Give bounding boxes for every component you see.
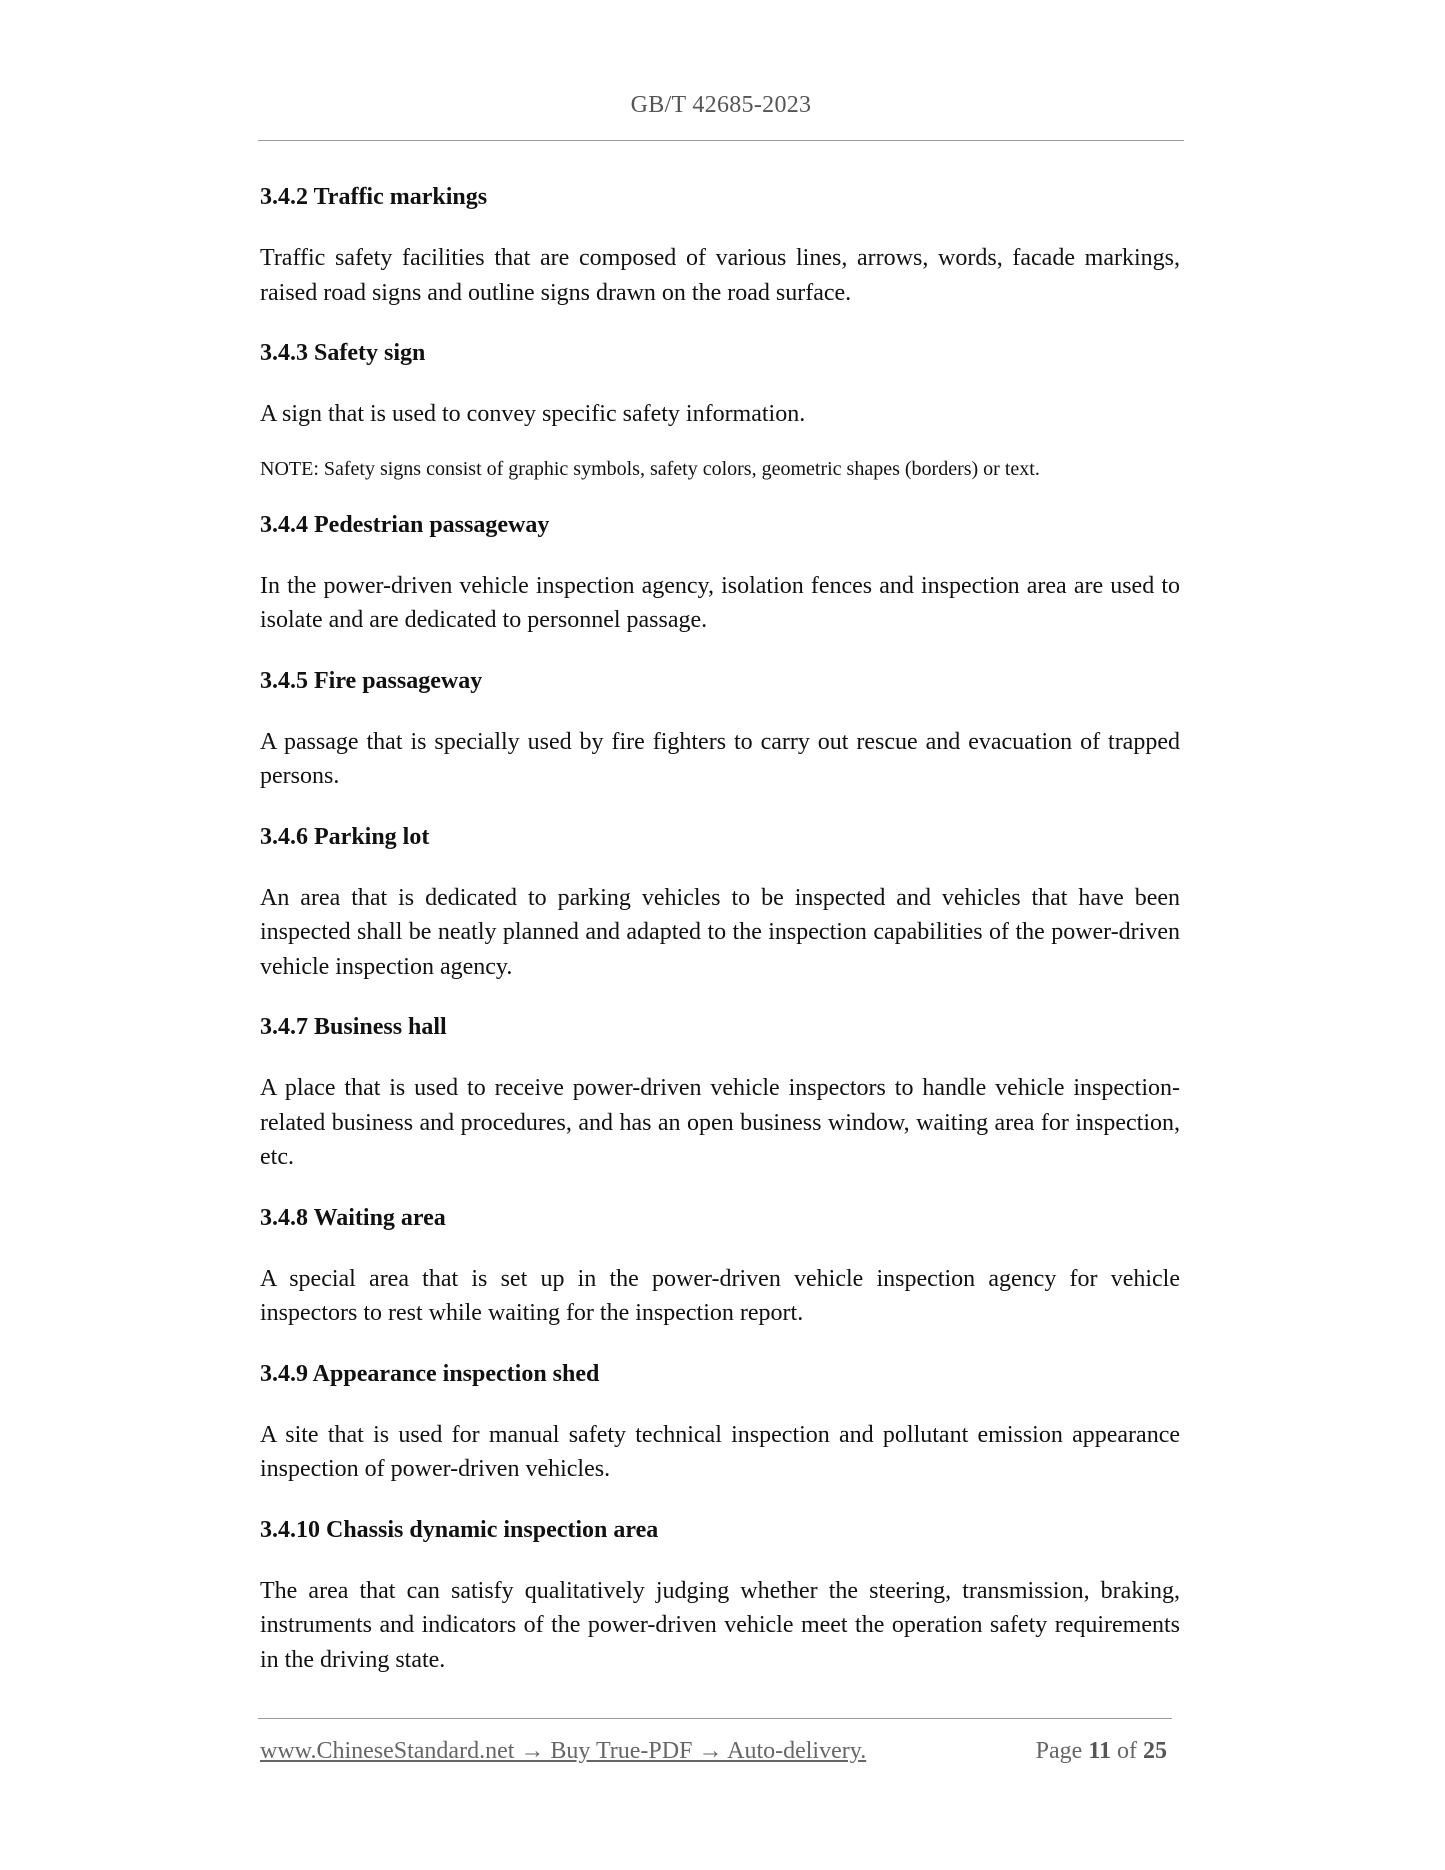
section-heading: 3.4.9 Appearance inspection shed — [260, 1360, 600, 1387]
section-text: Traffic safety facilities that are composed of various lines, arrows, words, facade markings, raised road signs and outline signs drawn on the road surface. — [260, 245, 1180, 306]
footer-divider — [258, 1718, 1172, 1719]
document-body — [260, 180, 1180, 1703]
section-3-4-9 — [260, 1357, 1180, 1487]
page-current: 11 — [1088, 1738, 1111, 1764]
document-id-header: GB/T 42685-2023 — [630, 92, 812, 118]
section-text: A passage that is specially used by fire fighters to carry out rescue and evacuation of trapped persons. — [260, 728, 1180, 789]
section-3-4-7 — [260, 1010, 1180, 1175]
section-heading: 3.4.5 Fire passageway — [260, 667, 483, 694]
section-3-4-6 — [260, 820, 1180, 985]
section-note: NOTE: Safety signs consist of graphic symbols, safety colors, geometric shapes (borders) or text. — [260, 457, 1040, 480]
section-3-4-3 — [260, 336, 1180, 484]
section-3-4-5 — [260, 664, 1180, 794]
section-heading: 3.4.4 Pedestrian passageway — [260, 511, 550, 538]
page-total: 25 — [1143, 1738, 1167, 1764]
section-heading: 3.4.10 Chassis dynamic inspection area — [260, 1516, 659, 1543]
section-3-4-4 — [260, 508, 1180, 638]
section-text: A site that is used for manual safety technical inspection and pollutant emission appearance inspection of power-driven vehicles. — [260, 1421, 1180, 1482]
section-text: A special area that is set up in the power-driven vehicle inspection agency for vehicle inspectors to rest while waiting for the inspection report. — [260, 1265, 1180, 1326]
section-heading: 3.4.6 Parking lot — [260, 823, 430, 850]
section-text: In the power-driven vehicle inspection agency, isolation fences and inspection area are used to isolate and are dedicated to personnel passage. — [260, 572, 1180, 633]
section-3-4-2 — [260, 180, 1180, 310]
section-heading: 3.4.3 Safety sign — [260, 340, 426, 366]
section-3-4-10 — [260, 1513, 1180, 1678]
buy-pdf-link[interactable]: www.ChineseStandard.net → Buy True-PDF → Auto-delivery. — [260, 1738, 867, 1764]
section-text: A sign that is used to convey specific safety information. — [260, 401, 806, 427]
section-text: The area that can satisfy qualitatively judging whether the steering, transmission, braking, instruments and indicators of the power-driven vehicle meet the operation safety requirements in the driving state. — [260, 1577, 1180, 1673]
page-label: Page — [1035, 1738, 1083, 1764]
section-text: An area that is dedicated to parking vehicles to be inspected and vehicles that have been inspected shall be neatly planned and adapted to the inspection capabilities of the power-driven vehicle inspection agency. — [260, 884, 1180, 980]
section-3-4-8 — [260, 1201, 1180, 1331]
section-heading: 3.4.2 Traffic markings — [260, 184, 488, 210]
section-heading: 3.4.8 Waiting area — [260, 1204, 446, 1231]
page-of-label: of — [1117, 1738, 1137, 1764]
section-text: A place that is used to receive power-driven vehicle inspectors to handle vehicle inspection-related business and procedures, and has an open business window, waiting area for inspection, etc. — [260, 1075, 1180, 1170]
page-number — [1036, 1738, 1167, 1765]
header-divider — [258, 140, 1184, 141]
section-heading: 3.4.7 Business hall — [260, 1014, 447, 1040]
